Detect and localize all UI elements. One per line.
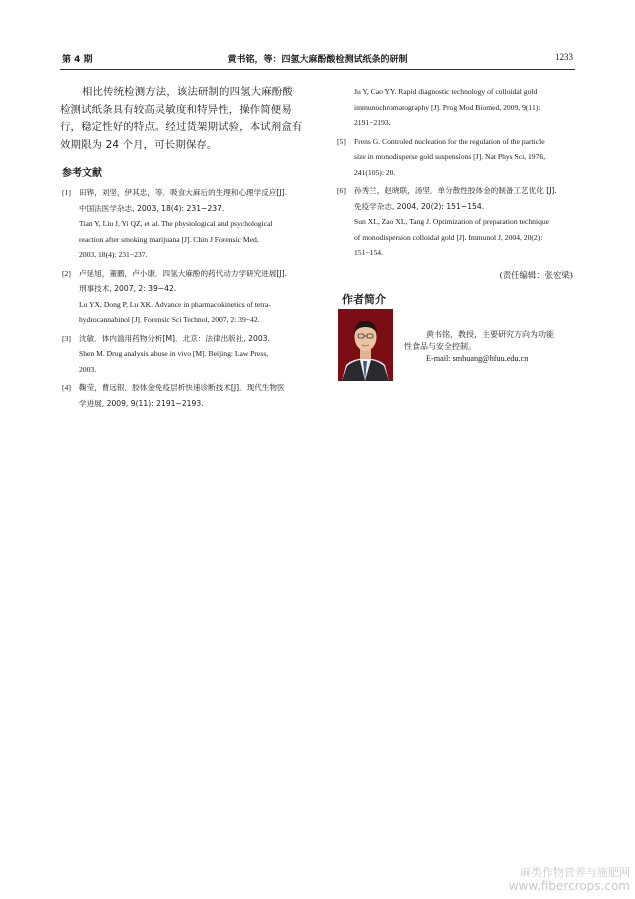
reference-line: immunochromatography [J]. Prog Mod Biomed, 2009, 9(11): xyxy=(354,102,541,112)
reference-item xyxy=(335,134,577,181)
reference-line: 2003. xyxy=(79,364,97,374)
reference-line: hydrocannabinol [J]. Forensic Sci Technol, 2007, 2: 39−42. xyxy=(79,315,260,324)
reference-item xyxy=(60,331,318,378)
reference-line: 孙秀兰，赵晓联，汤坚．单分散性胶体金的制备工艺优化 [J]. xyxy=(354,186,557,195)
reference-item xyxy=(60,185,318,263)
watermark-site-name: 麻类作物营养与施肥网 xyxy=(520,866,630,879)
reference-line: 鞠莹，曹远银．胶体金免疫层析快速诊断技术[J]．现代生物医 xyxy=(79,383,285,392)
reference-list-left xyxy=(60,185,318,411)
reference-line: size in monodisperse gold suspensions [J]. Nat Phys Sci, 1976, xyxy=(354,152,546,161)
issue-number: 第 4 期 xyxy=(62,55,93,65)
paragraph-line: 效期限为 24 个月，可长期保存。 xyxy=(60,138,218,151)
paragraph-line: 检测试纸条具有较高灵敏度和特异性，操作简便易 xyxy=(60,103,292,116)
editor-note: (责任编辑：张宏梁) xyxy=(499,269,573,280)
reference-line: 2191−2193. xyxy=(354,118,391,127)
bio-line: 黄书铭，教授，主要研究方向为功能 xyxy=(426,330,554,339)
paragraph-line: 相比传统检测方法，该法研制的四氢大麻酚酸 xyxy=(82,86,293,98)
reference-item xyxy=(60,266,318,328)
watermark-url: www.fibercrops.com xyxy=(508,879,630,893)
body-paragraph xyxy=(60,84,318,154)
reference-number: [4] xyxy=(62,383,71,392)
author-photo xyxy=(338,309,393,381)
reference-number: [3] xyxy=(62,333,71,343)
reference-number: [1] xyxy=(62,188,71,197)
reference-line: 刑事技术, 2007, 2: 39−42. xyxy=(79,284,177,293)
reference-line: 学进展, 2009, 9(11): 2191−2193. xyxy=(79,398,204,408)
left-column xyxy=(60,84,318,414)
reference-number: [5] xyxy=(337,136,346,146)
reference-list-right xyxy=(335,84,577,261)
right-column xyxy=(335,84,577,281)
running-title: 黄书铭，等：四氢大麻酚酸检测试纸条的研制 xyxy=(227,55,408,65)
author-bio xyxy=(404,329,579,365)
reference-line: 241(105): 20. xyxy=(354,167,396,177)
reference-line: Ju Y, Cao YY. Rapid diagnostic technology of colloidal gold xyxy=(354,87,538,96)
reference-line: 田铧，刘坚，伊其忠，等．吸食大麻后的生理和心理学反应[J]. xyxy=(79,188,288,197)
reference-line: 沈敏．体内滥用药物分析[M]．北京：法律出版社, 2003. xyxy=(79,333,270,343)
reference-line: 中国法医学杂志, 2003, 18(4): 231−237. xyxy=(79,203,225,213)
reference-line: Sun XL, Zao XL, Tang J. Optimization of preparation technique xyxy=(354,217,550,226)
reference-item xyxy=(335,183,577,261)
reference-line: Frens G. Controled nucleation for the regulation of the particle xyxy=(354,136,545,146)
author-portrait-icon xyxy=(338,309,393,381)
reference-line: Lu YX, Dong P, Lu XK. Advance in pharmacokinetics of tetra- xyxy=(79,299,271,309)
reference-line: 151−154. xyxy=(354,248,383,257)
page-number: 1233 xyxy=(555,52,573,62)
author-email: E-mail: smhuang@hfuu.edu.cn xyxy=(426,354,529,363)
site-watermark xyxy=(470,866,630,893)
reference-line: 2003, 18(4): 231−237. xyxy=(79,250,148,259)
reference-line: 免疫学杂志, 2004, 20(2): 151−154. xyxy=(354,201,485,211)
header-rule xyxy=(60,69,575,70)
reference-number: [2] xyxy=(62,268,71,278)
reference-item xyxy=(60,380,318,411)
reference-line: reaction after smoking marijuana [J]. Chin J Forensic Med, xyxy=(79,234,259,244)
reference-item xyxy=(335,84,577,131)
reference-line: Shen M. Drug analysis abuse in vivo [M]. Beijing: Law Press, xyxy=(79,349,269,358)
running-header xyxy=(60,52,575,68)
reference-line: of monodispersion colloidal gold [J]. Immunol J, 2004, 20(2): xyxy=(354,232,543,242)
reference-line: Tian Y, Liu J, Yi QZ, et al. The physiological and psychological xyxy=(79,219,273,228)
references-heading: 参考文献 xyxy=(62,168,102,179)
author-section-heading: 作者简介 xyxy=(342,293,386,306)
bio-line: 性食品与安全控制。 xyxy=(404,342,476,351)
reference-line: 卢延旭，董鹏，卢小康．四氢大麻酚的药代动力学研究进展[J]. xyxy=(79,268,288,278)
reference-number: [6] xyxy=(337,186,346,195)
paragraph-line: 行，稳定性好的特点。经过货架期试验，本试剂盒有 xyxy=(60,121,303,133)
